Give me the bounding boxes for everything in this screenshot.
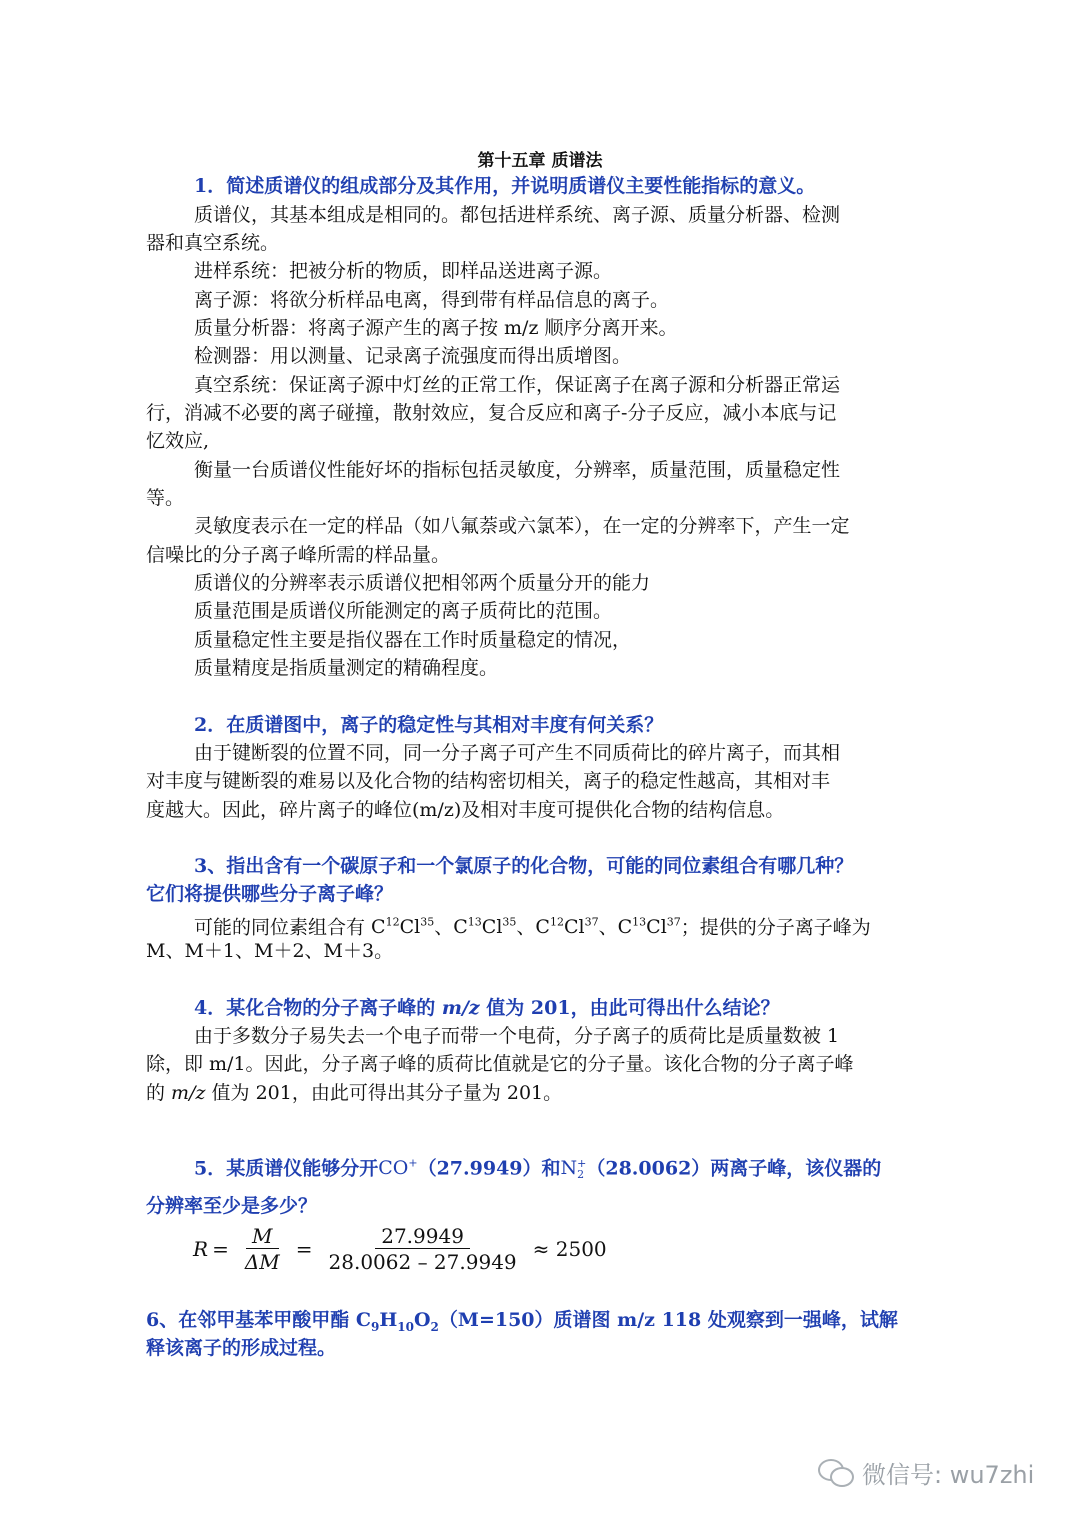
paragraph — [146, 286, 936, 314]
text-line: 行，消减不必要的离子碰撞，散射效应，复合反应和离子-分子反应，减小本底与记 — [146, 402, 837, 424]
text-line: 由于键断裂的位置不同，同一分子离子可产生不同质荷比的碎片离子，而其相 — [194, 742, 841, 764]
paragraph — [146, 399, 936, 427]
text-line: M、M＋1、M＋2、M＋3。 — [146, 940, 394, 962]
text-line: 由于多数分子易失去一个电子而带一个电荷，分子离子的质荷比是质量数被 1 — [194, 1025, 840, 1047]
paragraph — [146, 767, 936, 795]
isotope-c13cl35: $C^{13}Cl^{35}$ — [453, 916, 517, 939]
text-line: 进样系统：把被分析的物质，即样品送进离子源。 — [194, 260, 613, 282]
question-3-text-2: 它们将提供哪些分子离子峰？ — [146, 883, 394, 905]
question-6-cont: 释该离子的形成过程。 — [146, 1337, 337, 1359]
question-2 — [146, 711, 936, 739]
paragraph — [146, 541, 936, 569]
text-line: ；提供的分子离子峰为 — [680, 916, 871, 939]
paragraph — [146, 569, 936, 597]
paragraph — [146, 626, 936, 654]
text-line: 检测器：用以测量、记录离子流强度而得出质增图。 — [194, 345, 632, 367]
paragraph — [146, 371, 936, 399]
text-line: 真空系统：保证离子源中灯丝的正常工作，保证离子在离子源和分析器正常运 — [194, 374, 841, 396]
watermark-text: 微信号: wu7zhi — [862, 1460, 1035, 1489]
paragraph — [146, 654, 936, 682]
question-3 — [146, 852, 936, 880]
question-6: 6、在邻甲基苯甲酸甲酯 $C_9H_{10}O_2(M=150)$质谱图 m/z 118 处观察到一强峰，试解 — [146, 1309, 898, 1334]
text-line: 质谱仪的分辨率表示质谱仪把相邻两个质量分开的能力 — [194, 572, 651, 594]
text-line: 等。 — [146, 487, 185, 509]
text-line: 离子源：将欲分析样品电离，得到带有样品信息的离子。 — [194, 289, 670, 311]
isotope-c13cl37: $C^{13}Cl^{37}$ — [617, 916, 681, 939]
text-line: 质量精度是指质量测定的精确程度。 — [194, 657, 499, 679]
question-2-text: 2．在质谱图中，离子的稳定性与其相对丰度有何关系？ — [194, 714, 664, 736]
question-5: 5．某质谱仪能够分开CO+（27.9949）和N + 2 （28.0062）两离子峰，该仪器的 — [194, 1157, 882, 1182]
isotope-c12cl37: $C^{12}Cl^{37}$ — [535, 916, 599, 939]
text-line: 可能的同位素组合有 — [194, 916, 372, 939]
text-line: 对丰度与键断裂的难易以及化合物的结构密切相关，离子的稳定性越高，其相对丰 — [146, 770, 831, 792]
text-line: 灵敏度表示在一定的样品（如八氟萘或六氯苯），在一定的分辨率下，产生一定 — [194, 515, 850, 537]
paragraph — [146, 739, 936, 767]
co-ion: CO+ — [378, 1157, 418, 1180]
text-line: 除，即 m/1。因此，分子离子峰的质荷比值就是它的分子量。该化合物的分子离子峰 — [146, 1053, 854, 1075]
paragraph — [146, 342, 936, 370]
paragraph — [146, 1022, 936, 1050]
question-1 — [146, 172, 936, 200]
text-line: 质量稳定性主要是指仪器在工作时质量稳定的情况， — [194, 629, 632, 651]
text-line: 质谱仪，其基本组成是相同的。都包括进样系统、离子源、质量分析器、检测 — [194, 204, 841, 226]
text-line: 器和真空系统。 — [146, 232, 280, 254]
isotope-c12cl35: $C^{12}Cl^{35}$ — [371, 916, 435, 939]
paragraph — [146, 229, 936, 257]
paragraph — [146, 427, 936, 455]
paragraph — [146, 456, 936, 484]
text-line: 信噪比的分子离子峰所需的样品量。 — [146, 544, 451, 566]
question-4: 4．某化合物的分子离子峰的 m/z 值为 201，由此可得出什么结论？ — [194, 997, 780, 1019]
paragraph — [146, 201, 936, 229]
paragraph — [146, 484, 936, 512]
question-1-text: 1．简述质谱仪的组成部分及其作用，并说明质谱仪主要性能指标的意义。 — [194, 175, 816, 197]
paragraph — [146, 314, 936, 342]
paragraph — [146, 257, 936, 285]
paragraph — [146, 1050, 936, 1078]
question-5-cont: 分辨率至少是多少？ — [146, 1195, 318, 1217]
text-line: 度越大。因此，碎片离子的峰位(m/z)及相对丰度可提供化合物的结构信息。 — [146, 799, 785, 821]
paragraph — [146, 512, 936, 540]
paragraph — [146, 937, 936, 965]
wechat-icon — [818, 1457, 854, 1487]
text-line: 质量范围是质谱仪所能测定的离子质荷比的范围。 — [194, 600, 613, 622]
question-3-text: 3、指出含有一个碳原子和一个氯原子的化合物，可能的同位素组合有哪几种？ — [194, 855, 854, 877]
text-line: 衡量一台质谱仪性能好坏的指标包括灵敏度，分辨率，质量范围，质量稳定性 — [194, 459, 841, 481]
chapter-title: 第十五章 质谱法 — [477, 151, 603, 171]
watermark — [818, 1452, 1034, 1492]
text-line: 质量分析器：将离子源产生的离子按 m/z 顺序分离开来。 — [194, 317, 678, 339]
isotope-line: 可能的同位素组合有 $C^{12}Cl^{35}$、$C^{13}Cl^{35}$、$C^{12}Cl^{37}$、$C^{13}Cl^{37}$；提供的分子离子峰为 — [194, 916, 871, 939]
text-line: 忆效应, — [146, 430, 210, 452]
paragraph — [146, 796, 936, 824]
question-3-cont — [146, 880, 936, 908]
n2-ion: N + 2 — [560, 1157, 587, 1182]
paragraph — [146, 597, 936, 625]
paragraph: 的 m/z 值为 201，由此可得出其分子量为 201。 — [146, 1082, 563, 1104]
resolution-formula: R = $\frac{M}{\Delta M}$ = $\frac{27.9949}{28.0062 - 27.9949}$ ≈ 2500 — [193, 1223, 607, 1274]
